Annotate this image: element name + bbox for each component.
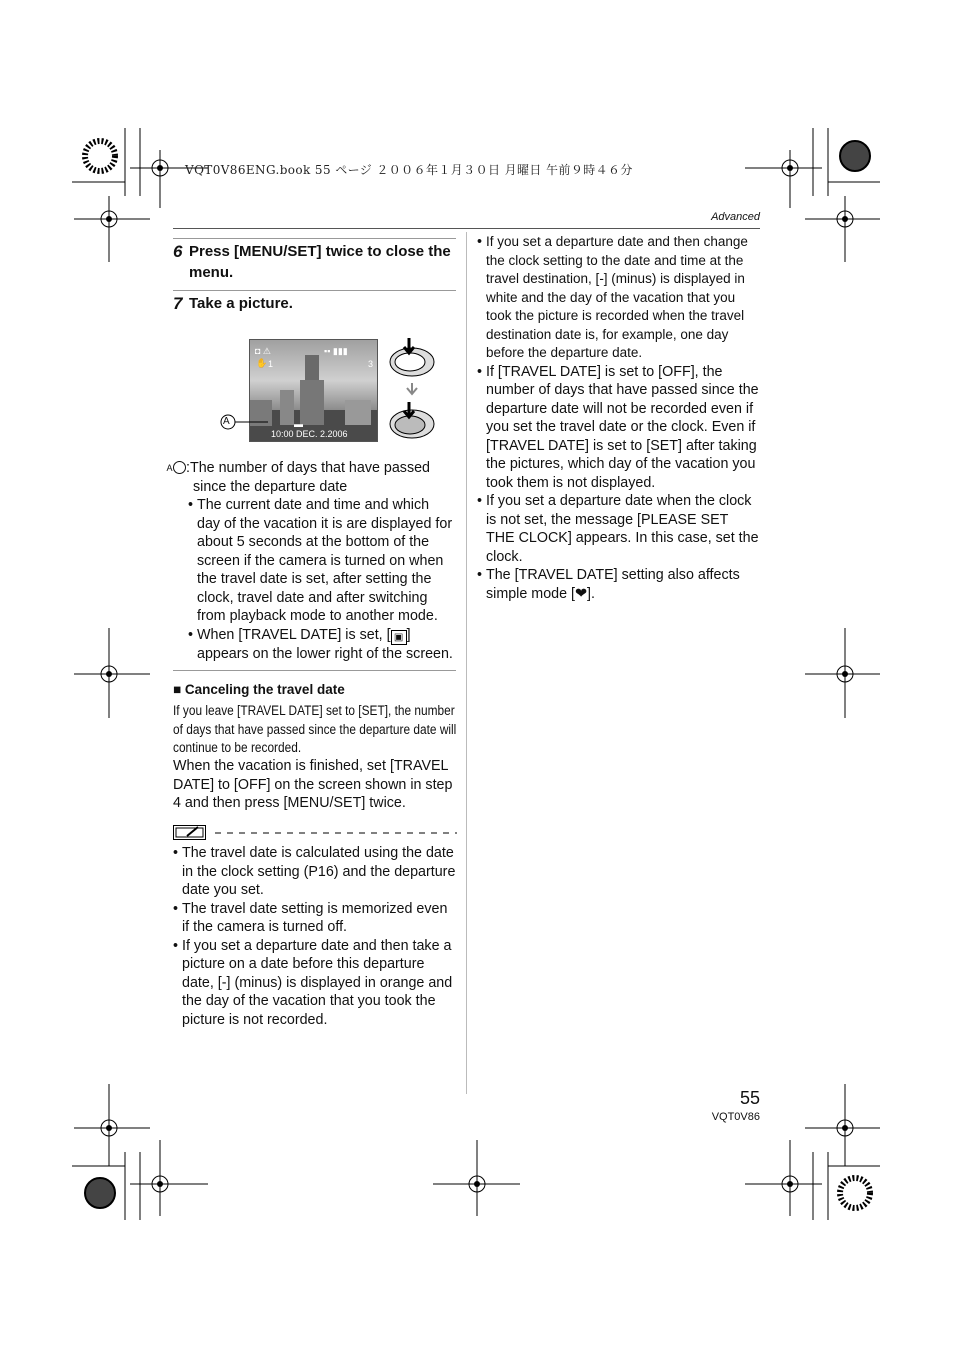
note-text-end: ].	[586, 585, 595, 602]
lcd-datetime: 10:00 DEC. 2.2006	[271, 429, 348, 439]
caption-bullet	[188, 626, 456, 664]
section-label: Advanced	[711, 211, 760, 223]
step-rule	[173, 290, 456, 291]
shutter-button-illustration	[386, 336, 438, 444]
canceling-condensed-text: If you leave [TRAVEL DATE] set to [SET], the number of days that have passed since the departure date will continue to be recorded.	[173, 703, 457, 755]
caption-bullet-start: When [TRAVEL DATE] is set, [	[197, 626, 391, 643]
step-7	[173, 293, 456, 315]
note-item: • If you set a departure date and then take a picture on a date before this departure date, [-] (minus) is displayed in orange and the day of the vacation that you took the picture is not recorded.	[173, 937, 456, 1030]
step-6	[173, 241, 456, 285]
lcd-shot-count: 3	[368, 359, 374, 369]
canceling-text: When the vacation is finished, set [TRAVEL DATE] to [OFF] on the screen shown in step 4 and then press [MENU/SET] twice.	[173, 758, 453, 811]
step-number: 7	[173, 294, 183, 313]
caption-marker: A	[173, 461, 186, 474]
note-text: The [TRAVEL DATE] setting also affects simple mode [	[486, 567, 740, 602]
lcd-badge: 1	[268, 359, 274, 369]
note-item	[477, 566, 760, 603]
section-rule	[173, 670, 456, 671]
camera-lcd-screen	[249, 339, 378, 442]
header-rule	[173, 228, 760, 229]
caption-bullet-end: ] appears on the lower right of the screen.	[197, 626, 453, 662]
caption-lead: :The number of days that have passed since the departure date	[186, 460, 430, 495]
callout-a-label: A	[223, 416, 230, 427]
travel-icon: ▬	[294, 419, 303, 429]
print-header: VQT0V86ENG.book 55 ページ ２００６年１月３０日 月曜日 午前９時４６分	[185, 163, 633, 177]
notes-left	[173, 844, 456, 1029]
note-item: • The travel date is calculated using the date in the clock setting (P16) and the departure date you set.	[173, 844, 456, 900]
note-item	[477, 233, 760, 363]
caption-bullet: • The current date and time and which day of the vacation it is are displayed for about 5 seconds at the bottom of the screen if the camera is turned on when the travel date is set, after setting the clock, travel date and after switching from playback mode to another mode.	[188, 496, 456, 626]
column-divider	[466, 232, 467, 1094]
step-text: Press [MENU/SET] twice to close the menu.	[189, 243, 451, 281]
page-number: 55	[739, 1088, 760, 1108]
note-text: If you set a departure date and then change the clock setting to the date and time at the travel destination, [-] (minus) is displayed in white and the day of the vacation that you took the picture is recorded when the travel destination date is, for example, one day before the departure date.	[486, 234, 748, 360]
note-item: • The travel date setting is memorized even if the camera is turned off.	[173, 900, 456, 937]
note-item: • If [TRAVEL DATE] is set to [OFF], the number of days that have passed since the departure date will not be recorded even if you set the travel date or the clock. Even if [TRAVEL DATE] is set to [SET] after taking the pictures, which day of the vacation you took them is not displayed.	[477, 363, 760, 493]
model-code: VQT0V86	[711, 1111, 760, 1123]
battery-icon: ▪▪ ▮▮▮	[324, 346, 348, 356]
travel-date-icon: ▣	[391, 630, 407, 645]
canceling-heading: ■ Canceling the travel date	[173, 682, 345, 697]
stabilizer-icon: ✋	[256, 358, 268, 368]
step-number: 6	[173, 242, 183, 261]
step-text: Take a picture.	[189, 295, 293, 312]
notes-right	[477, 233, 760, 603]
heart-icon: ❤	[575, 585, 587, 602]
step-rule-top	[173, 238, 456, 239]
note-item: • If you set a departure date when the clock is not set, the message [PLEASE SET THE CLOCK] appears. In this case, set the clock.	[477, 492, 760, 566]
caption-a	[166, 459, 456, 663]
note-icon	[173, 825, 457, 841]
camera-mode-icon: ◘ ⚠	[255, 346, 272, 356]
